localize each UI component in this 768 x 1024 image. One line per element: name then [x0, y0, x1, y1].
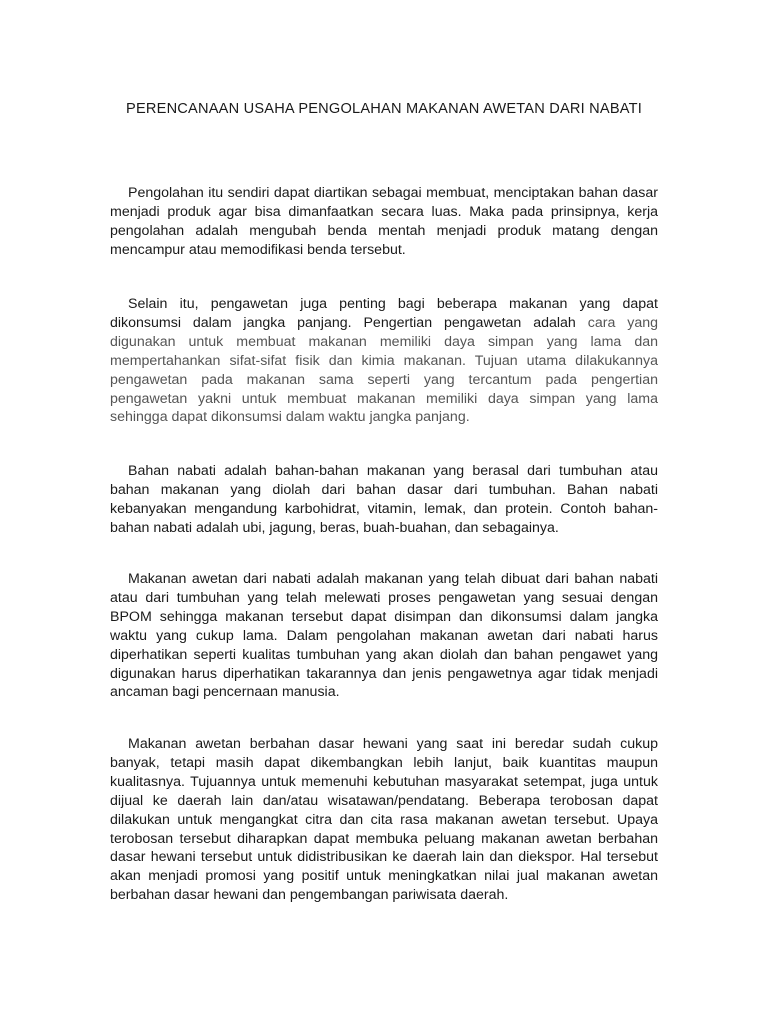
paragraph-pengawetan	[110, 295, 658, 427]
paragraph-pengawetan-part-b: cara yang digunakan untuk membuat makanan memiliki daya simpan yang lama dan mempertahankan sifat-sifat fisik dan kimia makanan. Tujuan utama dilakukannya pengawetan pada makanan sama seperti yang tercantum pada pengertian pengawetan yakni untuk membuat makanan memiliki daya simpan yang lama sehingga dapat dikonsumsi dalam waktu jangka panjang.	[110, 314, 659, 426]
document-title: PERENCANAAN USAHA PENGOLAHAN MAKANAN AWETAN DARI NABATI	[126, 101, 642, 117]
paragraph-pengawetan-part-a: Selain itu, pengawetan juga penting bagi beberapa makanan yang dapat dikonsumsi dalam jangka panjang. Pengertian pengawetan adalah	[110, 296, 658, 331]
paragraph-makanan-awetan-hewani: Makanan awetan berbahan dasar hewani yang saat ini beredar sudah cukup banyak, tetapi masih dapat dikembangkan lebih lanjut, baik kuantitas maupun kualitasnya. Tujuannya untuk memenuhi kebutuhan masyarakat setempat, juga untuk dijual ke daerah lain dan/atau wisatawan/pendatang. Beberapa terobosan dapat dilakukan untuk mengangkat citra dan cita rasa makanan awetan tersebut. Upaya terobosan tersebut diharapkan dapat membuka peluang makanan awetan berbahan dasar hewani tersebut untuk didistribusikan ke daerah lain dan diekspor. Hal tersebut akan menjadi promosi yang positif untuk meningkatkan nilai jual makanan awetan berbahan dasar hewani dan pengembangan pariwisata daerah.	[110, 736, 658, 904]
paragraph-makanan-awetan-nabati: Makanan awetan dari nabati adalah makanan yang telah dibuat dari bahan nabati atau dari tumbuhan yang telah melewati proses pengawetan yang sesuai dengan BPOM sehingga makanan tersebut dapat disimpan dan dikonsumsi dalam jangka waktu yang cukup lama. Dalam pengolahan makanan awetan dari nabati harus diperhatikan seperti kualitas tumbuhan yang akan diolah dan bahan pengawet yang digunakan harus diperhatikan takarannya dan jenis pengawetnya agar tidak menjadi ancaman bagi pencernaan manusia.	[110, 571, 658, 701]
paragraph-bahan-nabati: Bahan nabati adalah bahan-bahan makanan yang berasal dari tumbuhan atau bahan makanan yang diolah dari bahan dasar dari tumbuhan. Bahan nabati kebanyakan mengandung karbohidrat, vitamin, lemak, dan protein. Contoh bahan-bahan nabati adalah ubi, jagung, beras, buah-buahan, dan sebagainya.	[110, 463, 658, 536]
paragraph-pengolahan: Pengolahan itu sendiri dapat diartikan sebagai membuat, menciptakan bahan dasar menjadi produk agar bisa dimanfaatkan secara luas. Maka pada prinsipnya, kerja pengolahan adalah mengubah benda mentah menjadi produk matang dengan mencampur atau memodifikasi benda tersebut.	[110, 185, 658, 258]
